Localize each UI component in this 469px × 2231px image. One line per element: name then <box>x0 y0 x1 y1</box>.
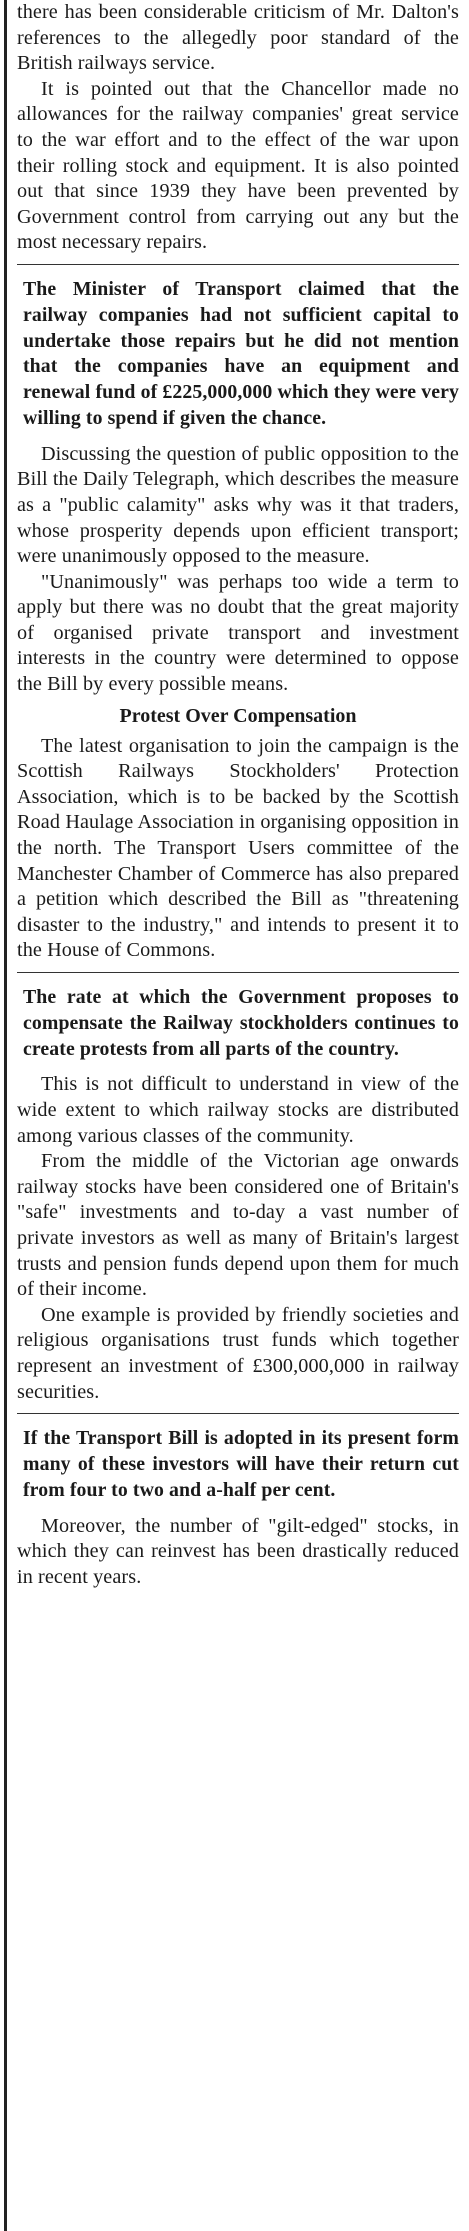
bold-paragraph-compensation: The rate at which the Government proposes to compensate the Railway stockholders continues to create protests from all parts of the country. <box>23 986 459 1060</box>
paragraph-criticism: there has been considerable criticism of Mr. Dalton's references to the allegedly poor standard of the British railways service. <box>17 1 459 75</box>
subheading: Protest Over Compensation <box>119 704 357 727</box>
paragraph-wide-extent: This is not difficult to understand in view of the wide extent to which railway stocks are distributed among various classes of the community. <box>17 1073 459 1147</box>
paragraph-gilt-edged: Moreover, the number of "gilt-edged" stocks, in which they can reinvest has been drastically reduced in recent years. <box>17 1514 459 1588</box>
paragraph-victorian-age: From the middle of the Victorian age onwards railway stocks have been considered one of Britain's "safe" investments and to-day a vast number of private investors as well as many of Britain's largest trusts and pension funds depend upon them for much of their income. <box>17 1150 459 1301</box>
article-column <box>17 0 459 1590</box>
paragraph-latest-organisation: The latest organisation to join the campaign is the Scottish Railways Stockholders' Protection Association, which is to be backed by the Scottish Road Haulage Association in organising opposition in the north. The Transport Users committee of the Manchester Chamber of Commerce has also prepared a petition which described the Bill as "threatening disaster to the industry," and intends to present it to the House of Commons. <box>17 734 459 962</box>
section-divider <box>17 972 459 973</box>
paragraph-public-opposition: Discussing the question of public opposition to the Bill the Daily Telegraph, which describes the measure as a "public calamity" asks why was it that traders, whose prosperity depends upon efficient transport; were unanimously opposed to the measure. <box>17 442 459 568</box>
paragraph-chancellor: It is pointed out that the Chancellor made no allowances for the railway companies' great service to the war effort and to the effect of the war upon their rolling stock and equipment. It is also pointed out that since 1939 they have been prevented by Government control from carrying out any but the most necessary repairs. <box>17 77 459 254</box>
bold-paragraph-minister: The Minister of Transport claimed that the railway companies had not sufficient capital to undertake those repairs but he did not mention that the companies have an equipment and renewal fund of £225,000,000 which they were very willing to spend if given the chance. <box>23 277 459 429</box>
paragraph-friendly-societies: One example is provided by friendly societies and religious organisations trust funds which together represent an investment of £300,000,000 in railway securities. <box>17 1303 459 1403</box>
bold-paragraph-transport-bill: If the Transport Bill is adopted in its present form many of these investors will have their return cut from four to two and a-half per cent. <box>23 1427 459 1501</box>
section-divider <box>17 264 459 265</box>
column-rule-left <box>4 0 7 2231</box>
paragraph-unanimously: "Unanimously" was perhaps too wide a term to apply but there was no doubt that the great majority of organised private transport and investment interests in the country were determined to oppose the Bill by every possible means. <box>17 570 459 696</box>
section-divider <box>17 1413 459 1414</box>
